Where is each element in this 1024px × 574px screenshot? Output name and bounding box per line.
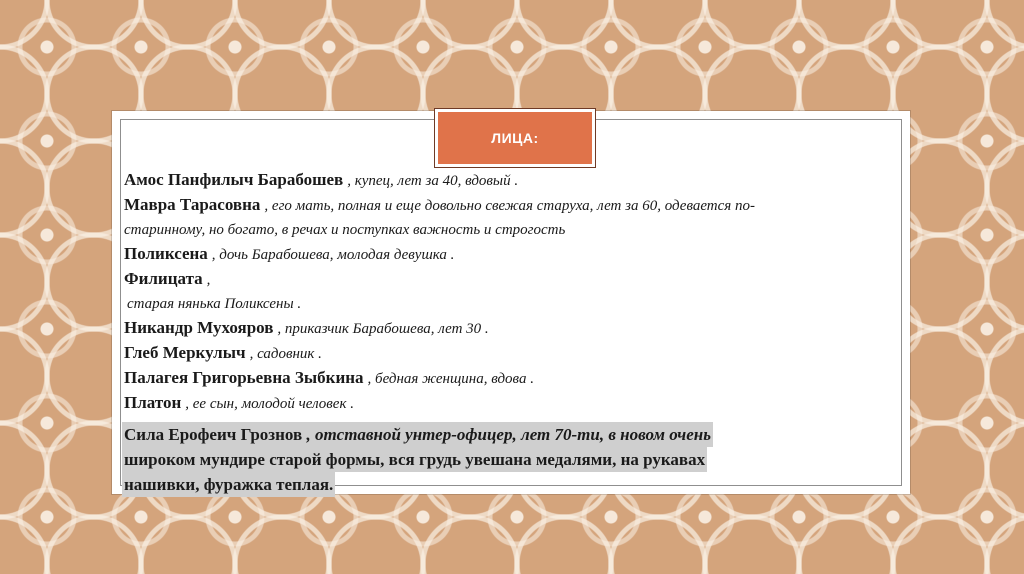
character-name: Глеб Меркулыч — [124, 343, 246, 362]
character-description: , бедная женщина, вдова . — [367, 371, 534, 387]
highlight-line-3: нашивки, фуражка теплая. — [122, 472, 335, 497]
character-name: Мавра Тарасовна — [124, 195, 261, 214]
highlight-line-2: широком мундире старой формы, вся грудь увешана медалями, на рукавах — [122, 447, 707, 472]
character-description: , дочь Барабошева, молодая девушка . — [211, 247, 455, 263]
character-name: Амос Панфилыч Барабошев — [124, 170, 344, 189]
character-description: , купец, лет за 40, вдовый . — [347, 173, 519, 189]
cast-line — [124, 391, 910, 416]
character-description: старинному, но богато, в речах и поступках важность и строгость — [124, 222, 566, 238]
character-description: старая нянька Поликсены . — [127, 296, 302, 312]
character-description: , ее сын, молодой человек . — [185, 396, 354, 412]
character-name: Сила Ерофеич Грознов — [124, 425, 303, 444]
character-name: Поликсена — [124, 244, 208, 263]
character-description: , садовник . — [249, 346, 322, 362]
cast-line — [124, 267, 910, 292]
cast-list — [124, 168, 910, 416]
cast-line — [124, 292, 910, 316]
highlighted-character — [122, 422, 912, 497]
cast-line — [124, 242, 910, 267]
highlight-line-1 — [122, 422, 713, 447]
slide-title: ЛИЦА: — [491, 130, 539, 146]
cast-line — [124, 193, 910, 218]
character-name: Филицата — [124, 269, 203, 288]
character-description: , — [206, 272, 211, 288]
cast-line — [124, 316, 910, 341]
cast-line — [124, 366, 910, 391]
title-box — [434, 108, 596, 168]
cast-line — [124, 218, 910, 242]
cast-line — [124, 341, 910, 366]
character-description: , приказчик Барабошева, лет 30 . — [277, 321, 489, 337]
character-name: Платон — [124, 393, 182, 412]
character-description: , его мать, полная и еще довольно свежая старуха, лет за 60, одевается по- — [264, 198, 756, 214]
cast-line — [124, 168, 910, 193]
character-description: , отставной унтер-офицер, лет 70-ти, в новом очень — [302, 425, 711, 444]
character-name: Палагея Григорьевна Зыбкина — [124, 368, 364, 387]
character-name: Никандр Мухояров — [124, 318, 274, 337]
